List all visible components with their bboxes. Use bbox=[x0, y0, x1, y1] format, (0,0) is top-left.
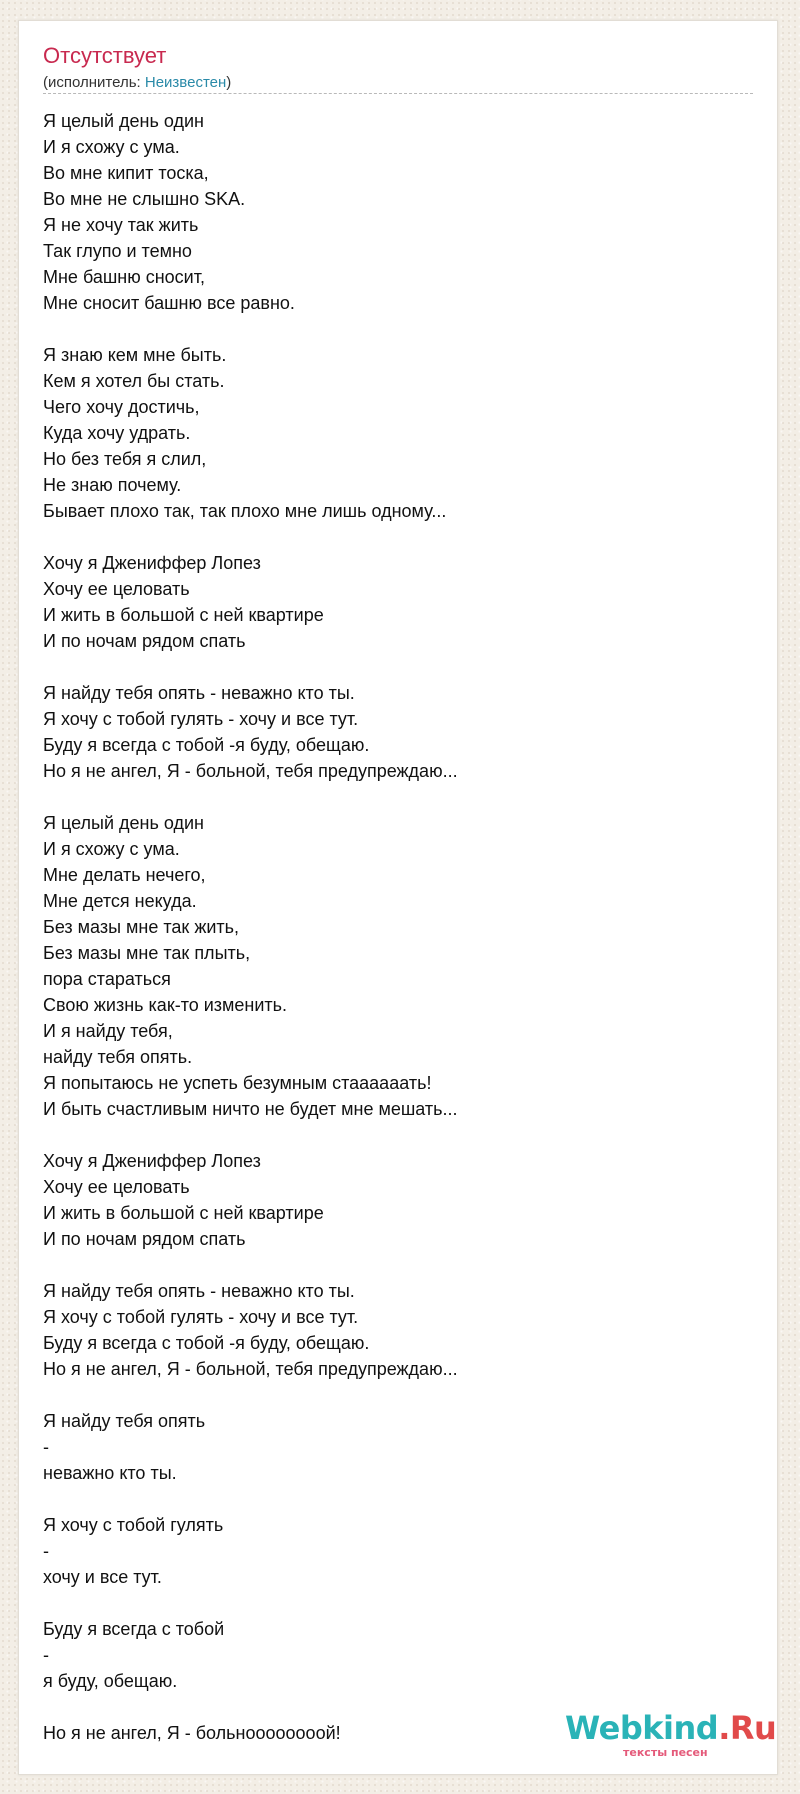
lyric-line: Не знаю почему. bbox=[43, 475, 182, 495]
lyric-line: Я целый день один bbox=[43, 111, 204, 131]
lyric-line: Я найду тебя опять bbox=[43, 1411, 206, 1431]
lyric-line: И по ночам рядом спать bbox=[43, 1229, 246, 1249]
lyric-line: И жить в большой с ней квартире bbox=[43, 1203, 324, 1223]
lyric-line: Хочу я Джениффер Лопез bbox=[43, 553, 261, 573]
stanza-gap bbox=[43, 1382, 753, 1408]
lyric-line: Я не хочу так жить bbox=[43, 215, 199, 235]
lyric-line: Буду я всегда с тобой -я буду, обещаю. bbox=[43, 1333, 370, 1353]
artist-suffix: ) bbox=[226, 74, 232, 91]
lyric-line: Хочу я Джениффер Лопез bbox=[43, 1151, 261, 1171]
lyric-line: - bbox=[43, 1645, 49, 1665]
lyric-line: Во мне не слышно SKA. bbox=[43, 189, 246, 209]
logo-tagline: тексты песен bbox=[623, 1746, 708, 1759]
lyric-line: Хочу ее целовать bbox=[43, 579, 190, 599]
lyric-line: пора стараться bbox=[43, 969, 171, 989]
webkind-logo[interactable] bbox=[565, 1708, 780, 1768]
artist-line bbox=[43, 74, 231, 92]
stanza-gap bbox=[43, 316, 753, 342]
lyric-line: Я знаю кем мне быть. bbox=[43, 345, 227, 365]
lyric-line: Но я не ангел, Я - больной, тебя предупреждаю... bbox=[43, 761, 458, 781]
logo-name: Webkind bbox=[565, 1709, 719, 1747]
logo-domain: .Ru bbox=[718, 1709, 777, 1747]
lyric-line: И жить в большой с ней квартире bbox=[43, 605, 324, 625]
lyric-line: Я целый день один bbox=[43, 813, 204, 833]
artist-link[interactable]: Неизвестен bbox=[144, 74, 227, 91]
lyric-line: Но я не ангел, Я - больноооооооой! bbox=[43, 1723, 341, 1743]
lyric-line: Я хочу с тобой гулять bbox=[43, 1515, 224, 1535]
lyric-line: Кем я хотел бы стать. bbox=[43, 371, 225, 391]
stanza-gap bbox=[43, 1252, 753, 1278]
lyric-line: Без мазы мне так жить, bbox=[43, 917, 240, 937]
lyric-line: Хочу ее целовать bbox=[43, 1177, 190, 1197]
lyrics-body bbox=[43, 108, 753, 1746]
lyric-line: Мне башню сносит, bbox=[43, 267, 205, 287]
lyric-line: Во мне кипит тоска, bbox=[43, 163, 209, 183]
lyric-line: Но без тебя я слил, bbox=[43, 449, 207, 469]
lyric-line: Мне делать нечего, bbox=[43, 865, 206, 885]
lyric-line: Мне дется некуда. bbox=[43, 891, 197, 911]
lyric-line: Куда хочу удрать. bbox=[43, 423, 191, 443]
lyric-line: Но я не ангел, Я - больной, тебя предупреждаю... bbox=[43, 1359, 458, 1379]
lyric-line: Я хочу с тобой гулять - хочу и все тут. bbox=[43, 1307, 359, 1327]
lyric-line: Буду я всегда с тобой -я буду, обещаю. bbox=[43, 735, 370, 755]
title-divider bbox=[43, 93, 753, 94]
lyric-line: хочу и все тут. bbox=[43, 1567, 162, 1587]
lyric-line: Свою жизнь как-то изменить. bbox=[43, 995, 288, 1015]
lyric-line: Так глупо и темно bbox=[43, 241, 192, 261]
lyric-line: я буду, обещаю. bbox=[43, 1671, 178, 1691]
lyric-line: Я найду тебя опять - неважно кто ты. bbox=[43, 1281, 355, 1301]
lyric-line: неважно кто ты. bbox=[43, 1463, 177, 1483]
stanza-gap bbox=[43, 524, 753, 550]
song-title: Отсутствует bbox=[43, 43, 167, 68]
lyric-line: Мне сносит башню все равно. bbox=[43, 293, 295, 313]
lyric-line: найду тебя опять. bbox=[43, 1047, 193, 1067]
stanza-gap bbox=[43, 1590, 753, 1616]
lyric-line: Буду я всегда с тобой bbox=[43, 1619, 225, 1639]
lyric-line: И я схожу с ума. bbox=[43, 137, 180, 157]
lyric-line: Я найду тебя опять - неважно кто ты. bbox=[43, 683, 355, 703]
stanza-gap bbox=[43, 784, 753, 810]
lyric-line: - bbox=[43, 1437, 49, 1457]
stanza-gap bbox=[43, 1122, 753, 1148]
stanza-gap bbox=[43, 654, 753, 680]
lyric-line: И я найду тебя, bbox=[43, 1021, 173, 1041]
lyric-line: И по ночам рядом спать bbox=[43, 631, 246, 651]
stanza-gap bbox=[43, 1486, 753, 1512]
lyric-line: - bbox=[43, 1541, 49, 1561]
lyric-line: Я хочу с тобой гулять - хочу и все тут. bbox=[43, 709, 359, 729]
lyric-line: Я попытаюсь не успеть безумным стаааааать! bbox=[43, 1073, 432, 1093]
lyric-line: И быть счастливым ничто не будет мне мешать... bbox=[43, 1099, 458, 1119]
lyrics-card bbox=[18, 20, 778, 1775]
lyric-line: Бывает плохо так, так плохо мне лишь одному... bbox=[43, 501, 447, 521]
artist-prefix: (исполнитель: bbox=[43, 74, 145, 91]
lyric-line: Без мазы мне так плыть, bbox=[43, 943, 251, 963]
logo-wordmark bbox=[565, 1708, 776, 1748]
lyric-line: И я схожу с ума. bbox=[43, 839, 180, 859]
lyric-line: Чего хочу достичь, bbox=[43, 397, 200, 417]
